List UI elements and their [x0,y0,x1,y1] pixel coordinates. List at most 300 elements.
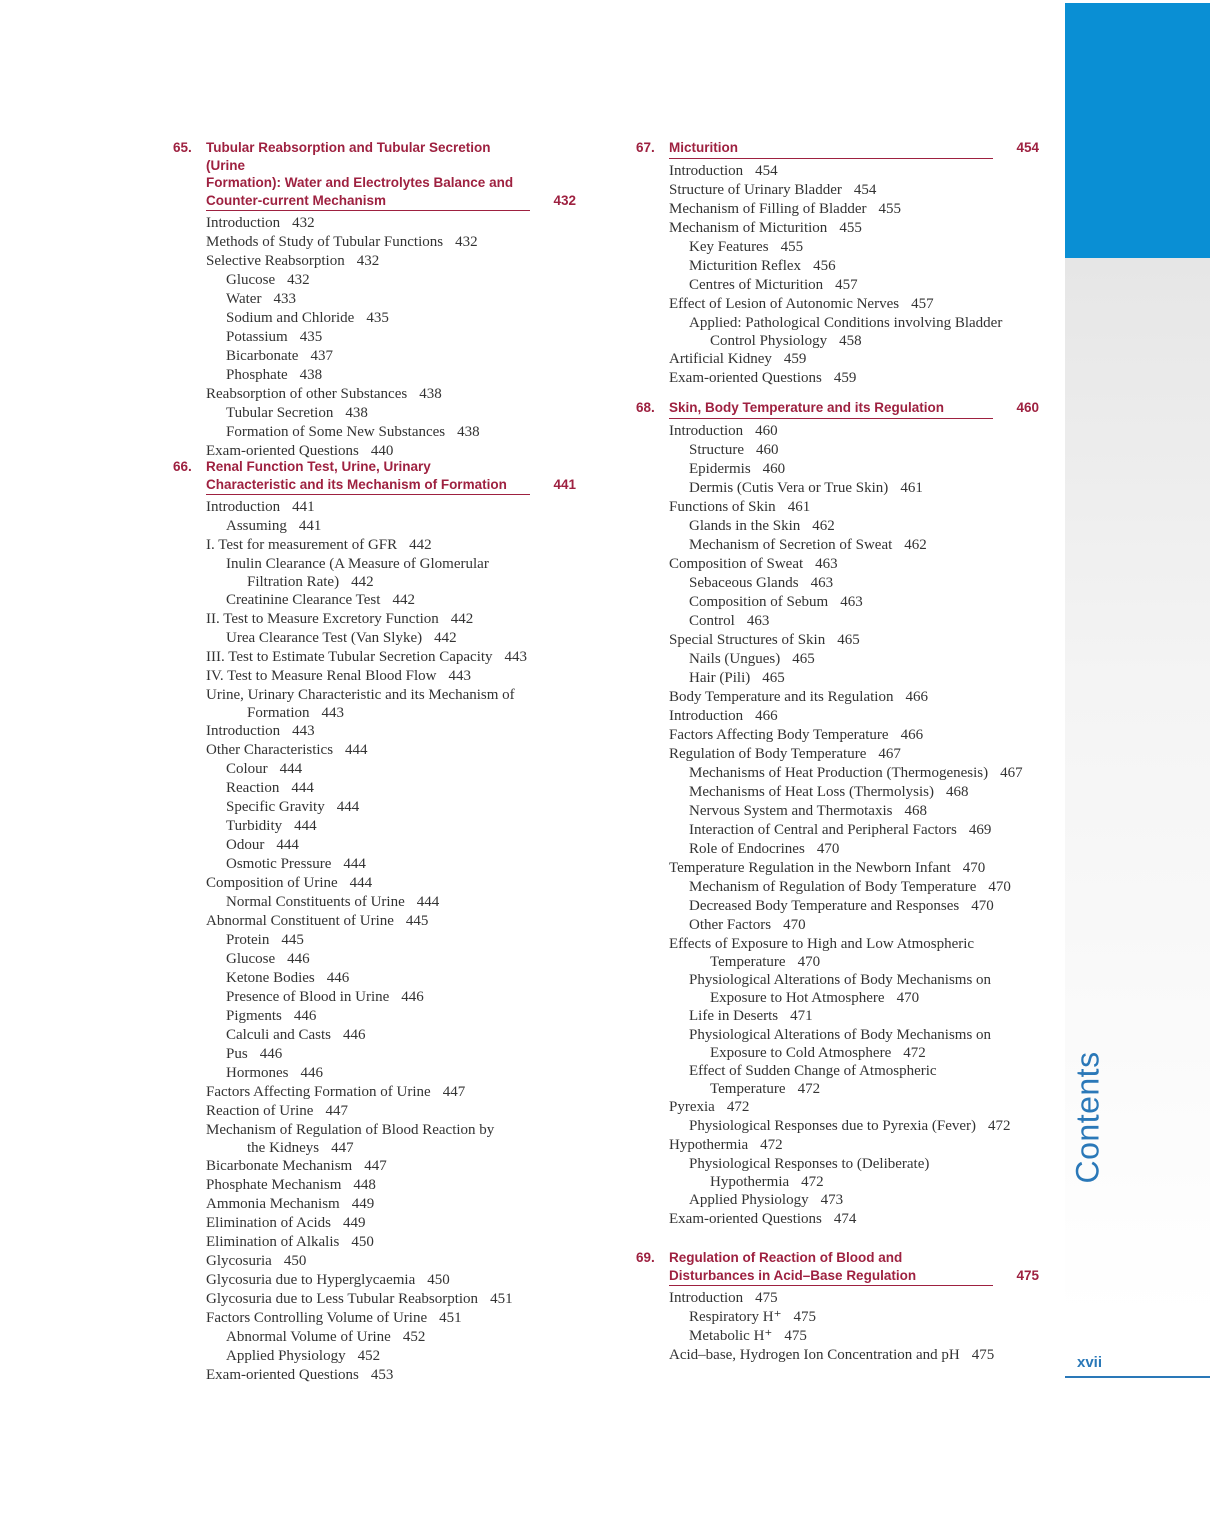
entry-title: Micturition Reflex [689,257,802,274]
toc-entry[interactable] [206,1064,576,1083]
entry-page: 475 [784,1328,807,1344]
entry-title: Epidermis [689,460,751,477]
toc-entry[interactable] [669,257,1039,276]
toc-entry[interactable] [206,931,576,950]
entry-title-cont-text: Control Physiology [710,332,828,349]
entry-title: Effect of Lesion of Autonomic Nerves [669,295,900,312]
entry-page: 463 [840,593,863,610]
toc-entry[interactable] [669,1289,1039,1308]
entry-title: Introduction [206,499,281,515]
entry-page: 447 [364,1158,387,1174]
entry-page: 442 [434,630,457,646]
toc-entry[interactable] [206,779,576,798]
entry-title: Colour [226,761,268,777]
entry-title: Introduction [669,162,744,179]
entry-title: Pyrexia [669,1098,715,1115]
toc-entry[interactable] [669,650,1039,669]
chapter-title[interactable] [669,1249,993,1286]
entry-page: 450 [351,1234,374,1250]
toc-entry[interactable] [669,631,1039,650]
toc-entry[interactable] [206,1309,576,1328]
entry-title: Mechanisms of Heat Loss (Thermolysis) [689,783,934,800]
toc-entry[interactable] [206,309,576,328]
entry-title: Reaction of Urine [206,1103,314,1119]
chapter-number: 68. [636,400,655,415]
entry-title: Mechanism of Regulation of Body Temperature [689,878,977,895]
toc-entry[interactable] [206,1007,576,1026]
toc-entry[interactable] [669,314,1039,350]
entry-title-continuation [669,954,1039,971]
toc-entry[interactable] [669,764,1039,783]
toc-entry[interactable] [669,1007,1039,1026]
chapter-heading[interactable] [636,1249,1039,1286]
toc-entry[interactable] [206,1195,576,1214]
chapter-title-line: Renal Function Test, Urine, Urinary [206,459,431,474]
entry-page: 435 [299,329,323,345]
chapter-title-line: Skin, Body Temperature and its Regulation [669,400,945,415]
toc-entry[interactable] [206,1290,576,1309]
entry-title: Mechanism of Micturition [669,219,828,236]
toc-entry[interactable] [669,1117,1039,1136]
entry-page: 452 [357,1348,381,1364]
toc-entry[interactable] [206,686,576,722]
entry-page: 447 [325,1103,348,1119]
entry-title: Abnormal Volume of Urine [226,1329,391,1345]
toc-entry[interactable] [669,219,1039,238]
toc-entry[interactable] [206,893,576,912]
entry-page: 454 [853,181,877,198]
chapter-page: 475 [1016,1267,1039,1283]
entry-page: 470 [988,878,1011,895]
toc-entry[interactable] [206,874,576,893]
entry-title: Metabolic H⁺ [689,1328,773,1344]
toc-entry[interactable] [669,555,1039,574]
toc-entry[interactable] [669,707,1039,726]
toc-section [636,399,1039,1229]
toc-entry[interactable] [669,669,1039,688]
toc-entry[interactable] [206,1083,576,1102]
entry-title: Nails (Ungues) [689,650,781,667]
entry-page: 466 [755,707,778,724]
entry-page: 472 [797,1080,821,1097]
toc-entry[interactable] [206,1366,576,1385]
entry-page: 468 [904,802,927,819]
entry-page: 465 [792,650,815,667]
entry-title: Introduction [669,1290,744,1306]
entry-title: Decreased Body Temperature and Responses [689,897,960,914]
toc-entry[interactable] [206,648,576,667]
toc-entry[interactable] [669,1346,1039,1365]
entry-page: 445 [281,932,304,948]
toc-entry[interactable] [206,1214,576,1233]
entry-page: 458 [839,332,862,349]
toc-entry[interactable] [206,366,576,385]
entry-title: Inulin Clearance (A Measure of Glomerular [226,556,489,572]
entry-page: 468 [945,783,969,800]
entry-title: Introduction [206,215,281,231]
chapter-heading[interactable] [636,139,1039,159]
entry-title: Introduction [669,422,744,439]
toc-entry[interactable] [206,591,576,610]
toc-entry[interactable] [206,252,576,271]
toc-entry[interactable] [206,423,576,442]
toc-entry[interactable] [669,802,1039,821]
entry-title: Mechanisms of Heat Production (Thermogenesis) [689,764,989,781]
chapter-title[interactable] [206,139,530,211]
entry-page: 447 [442,1084,466,1100]
toc-entry[interactable] [206,1176,576,1195]
entry-title-continuation [206,1140,576,1157]
entry-page: 475 [971,1347,995,1363]
entry-page: 438 [345,405,368,421]
entry-title-continuation [689,1081,1039,1098]
toc-entry[interactable] [206,214,576,233]
toc-entry[interactable] [206,1252,576,1271]
entry-title: Applied Physiology [689,1191,809,1208]
entry-title: Factors Affecting Formation of Urine [206,1084,431,1100]
entry-title: I. Test for measurement of GFR [206,537,398,553]
chapter-title[interactable] [669,399,993,419]
toc-entry[interactable] [206,988,576,1007]
entry-title: Functions of Skin [669,498,776,515]
entry-title: Role of Endocrines [689,840,805,857]
toc-entry[interactable] [206,950,576,969]
entry-page: 442 [392,592,415,608]
entry-page: 470 [971,897,994,914]
entry-title-continuation [206,705,576,722]
entry-title: Glands in the Skin [689,517,801,534]
toc-entry[interactable] [669,498,1039,517]
entry-page: 470 [962,859,986,876]
entry-page: 438 [419,386,442,402]
entry-title: Composition of Sebum [689,593,829,610]
toc-entry[interactable] [669,783,1039,802]
chapter-heading[interactable] [636,399,1039,419]
entry-page: 461 [900,479,923,496]
entry-title: Glycosuria due to Less Tubular Reabsorption [206,1291,479,1307]
entry-title-continuation [689,1045,1039,1062]
entry-title: Nervous System and Thermotaxis [689,802,893,819]
entry-page: 451 [439,1310,462,1326]
entry-page: 432 [292,215,315,231]
toc-entry[interactable] [669,859,1039,878]
toc-entry[interactable] [206,536,576,555]
entry-page: 454 [755,162,778,179]
entry-title: Control [689,612,735,629]
toc-entry[interactable] [669,840,1039,859]
entry-title: Mechanism of Secretion of Sweat [689,536,893,553]
entry-title: Physiological Responses to (Deliberate) [689,1155,930,1172]
entry-title: Physiological Alterations of Body Mechanisms on [689,971,992,988]
entry-page: 463 [810,574,834,591]
entry-title: Artificial Kidney [669,350,772,367]
entry-page: 433 [273,291,296,307]
toc-entry[interactable] [206,1328,576,1347]
entry-title: Phosphate [226,367,288,383]
toc-entry[interactable] [206,290,576,309]
entry-page: 432 [356,253,380,269]
entry-page: 446 [300,1065,323,1081]
toc-entry[interactable] [206,1347,576,1366]
toc-entry[interactable] [669,369,1039,388]
toc-entry[interactable] [206,836,576,855]
toc-entry[interactable] [669,593,1039,612]
toc-entry[interactable] [206,233,576,252]
entry-title: Urea Clearance Test (Van Slyke) [226,630,423,646]
toc-entry[interactable] [206,855,576,874]
toc-section [636,1249,1039,1365]
entry-page: 435 [366,310,389,326]
entry-page: 446 [343,1027,366,1043]
toc-entry[interactable] [669,181,1039,200]
toc-entry[interactable] [669,821,1039,840]
entry-page: 450 [427,1272,450,1288]
toc-entry[interactable] [669,1191,1039,1210]
entry-page: 444 [279,761,303,777]
entry-page: 446 [293,1008,317,1024]
entry-page: 470 [816,840,840,857]
entry-page: 465 [837,631,860,648]
toc-entry[interactable] [669,350,1039,369]
toc-entry[interactable] [669,688,1039,707]
entry-title: Formation of Some New Substances [226,424,446,440]
chapter-heading[interactable] [173,139,576,211]
entry-title: Pus [226,1046,248,1062]
entry-page: 472 [801,1173,824,1190]
toc-entry[interactable] [206,610,576,629]
entry-title: Regulation of Body Temperature [669,745,867,762]
entry-title: Special Structures of Skin [669,631,826,648]
toc-entry[interactable] [206,817,576,836]
entry-title-cont-text: Formation [247,705,310,721]
chapter-number: 67. [636,140,655,155]
toc-entry[interactable] [206,1121,576,1157]
toc-entry[interactable] [669,897,1039,916]
toc-entry[interactable] [206,404,576,423]
toc-entry[interactable] [206,798,576,817]
entry-title: Hypothermia [669,1136,749,1153]
entry-title: Normal Constituents of Urine [226,894,405,910]
entry-page: 444 [276,837,299,853]
entry-title: Elimination of Alkalis [206,1234,340,1250]
toc-entry[interactable] [669,971,1039,1007]
entry-page: 447 [331,1140,354,1156]
chapter-page: 432 [553,192,576,208]
entry-page: 441 [298,518,322,534]
entry-title: Osmotic Pressure [226,856,332,872]
page-number: xvii [1077,1354,1103,1371]
entry-title: Phosphate Mechanism [206,1177,342,1193]
toc-entry[interactable] [669,479,1039,498]
toc-entry[interactable] [669,612,1039,631]
toc-entry[interactable] [669,162,1039,181]
entry-page: 448 [353,1177,376,1193]
toc-entry[interactable] [206,741,576,760]
toc-entry[interactable] [669,1062,1039,1098]
toc-entry[interactable] [206,722,576,741]
chapter-heading[interactable] [173,458,576,495]
toc-section [636,139,1039,388]
toc-entry[interactable] [206,347,576,366]
entry-page: 453 [370,1367,394,1383]
entry-title: Glucose [226,951,276,967]
toc-entry[interactable] [206,517,576,536]
chapter-page: 441 [553,476,576,492]
entry-page: 472 [760,1136,783,1153]
entry-list [636,162,1039,388]
toc-entry[interactable] [669,1026,1039,1062]
chapter-title[interactable] [669,139,993,159]
entry-page: 463 [746,612,770,629]
entry-page: 472 [726,1098,750,1115]
toc-entry[interactable] [206,667,576,686]
toc-entry[interactable] [206,385,576,404]
toc-entry[interactable] [669,276,1039,295]
toc-entry[interactable] [206,1233,576,1252]
entry-page: 438 [457,424,480,440]
toc-entry[interactable] [206,1157,576,1176]
entry-title: Composition of Sweat [669,555,804,572]
entry-page: 456 [813,257,836,274]
entry-title: Methods of Study of Tubular Functions [206,234,444,250]
entry-page: 452 [402,1329,426,1345]
entry-title: Applied: Pathological Conditions involving Bladder [689,314,1003,331]
entry-title: Acid–base, Hydrogen Ion Concentration and pH [669,1347,960,1363]
toc-entry[interactable] [206,969,576,988]
entry-title: Reabsorption of other Substances [206,386,408,402]
entry-page: 472 [988,1117,1011,1134]
entry-title: Interaction of Central and Peripheral Factors [689,821,957,838]
toc-entry[interactable] [206,555,576,591]
entry-page: 457 [911,295,934,312]
toc-entry[interactable] [206,328,576,347]
entry-page: 470 [896,989,920,1006]
entry-page: 460 [755,441,779,458]
entry-page: 463 [815,555,838,572]
toc-entry[interactable] [669,574,1039,593]
chapter-title-line: Counter-current Mechanism [206,192,387,208]
entry-title: Structure of Urinary Bladder [669,181,842,198]
entry-title-cont-text: Exposure to Cold Atmosphere [710,1044,892,1061]
entry-title: Glycosuria due to Hyperglycaemia [206,1272,416,1288]
toc-entry[interactable] [669,1136,1039,1155]
toc-entry[interactable] [206,271,576,290]
entry-page: 450 [283,1253,307,1269]
entry-title: Bicarbonate Mechanism [206,1158,353,1174]
entry-title: Glucose [226,272,276,288]
entry-page: 432 [455,234,478,250]
toc-entry[interactable] [669,878,1039,897]
toc-entry[interactable] [206,1271,576,1290]
entry-title: Water [226,291,262,307]
toc-entry[interactable] [206,760,576,779]
toc-entry[interactable] [206,629,576,648]
entry-list [173,214,576,461]
entry-title: Elimination of Acids [206,1215,331,1231]
chapter-title[interactable] [206,458,530,495]
entry-title: Respiratory H⁺ [689,1309,782,1325]
toc-entry[interactable] [206,1045,576,1064]
toc-entry[interactable] [669,745,1039,764]
entry-page: 444 [343,856,366,872]
toc-entry[interactable] [669,517,1039,536]
toc-entry[interactable] [206,912,576,931]
entry-title: Centres of Micturition [689,276,824,293]
entry-page: 475 [793,1309,816,1325]
toc-entry[interactable] [206,1026,576,1045]
entry-page: 475 [755,1290,778,1306]
entry-page: 455 [878,200,901,217]
entry-page: 460 [755,422,778,439]
toc-entry[interactable] [669,460,1039,479]
toc-entry[interactable] [206,1102,576,1121]
entry-title: Glycosuria [206,1253,272,1269]
entry-page: 465 [762,669,785,686]
toc-entry[interactable] [669,536,1039,555]
entry-title: Other Characteristics [206,742,334,758]
entry-title: Sodium and Chloride [226,310,355,326]
entry-page: 432 [287,272,310,288]
chapter-title-line: Regulation of Reaction of Blood and [669,1250,903,1265]
entry-page: 446 [287,951,310,967]
entry-title: Pigments [226,1008,282,1024]
entry-page: 461 [787,498,811,515]
entry-title: Mechanism of Regulation of Blood Reaction by [206,1122,495,1138]
entry-page: 470 [783,916,806,933]
entry-page: 455 [839,219,862,236]
entry-title: Bicarbonate [226,348,299,364]
toc-entry[interactable] [669,422,1039,441]
entry-page: 471 [790,1007,813,1024]
entry-title: Exam-oriented Questions [669,1210,822,1227]
entry-page: 460 [762,460,786,477]
page-number-rule [1065,1376,1210,1378]
toc-entry[interactable] [669,1155,1039,1191]
entry-title: Protein [226,932,270,948]
entry-title: Tubular Secretion [226,405,334,421]
toc-entry[interactable] [669,441,1039,460]
entry-title: Introduction [206,723,281,739]
entry-page: 467 [878,745,901,762]
toc-entry[interactable] [669,916,1039,935]
toc-entry[interactable] [669,935,1039,971]
toc-entry[interactable] [669,295,1039,314]
entry-title: Selective Reabsorption [206,253,345,269]
entry-page: 444 [345,742,368,758]
entry-title: Assuming [226,518,287,534]
toc-entry[interactable] [206,498,576,517]
toc-entry[interactable] [669,1308,1039,1327]
entry-page: 473 [820,1191,844,1208]
toc-entry[interactable] [669,1327,1039,1346]
entry-page: 438 [299,367,323,383]
entry-title: IV. Test to Measure Renal Blood Flow [206,668,437,684]
toc-entry[interactable] [669,200,1039,219]
entry-list [173,498,576,1385]
entry-page: 449 [343,1215,366,1231]
entry-page: 446 [326,970,350,986]
toc-entry[interactable] [669,238,1039,257]
entry-page: 446 [401,989,424,1005]
entry-page: 451 [490,1291,513,1307]
entry-title-cont-text: Hypothermia [710,1173,790,1190]
toc-entry[interactable] [669,1210,1039,1229]
toc-entry[interactable] [669,1098,1039,1117]
entry-title: Introduction [669,707,744,724]
contents-running-head: Contents [1069,1051,1106,1184]
entry-title: Physiological Alterations of Body Mechanisms on [689,1026,992,1043]
toc-entry[interactable] [669,726,1039,745]
